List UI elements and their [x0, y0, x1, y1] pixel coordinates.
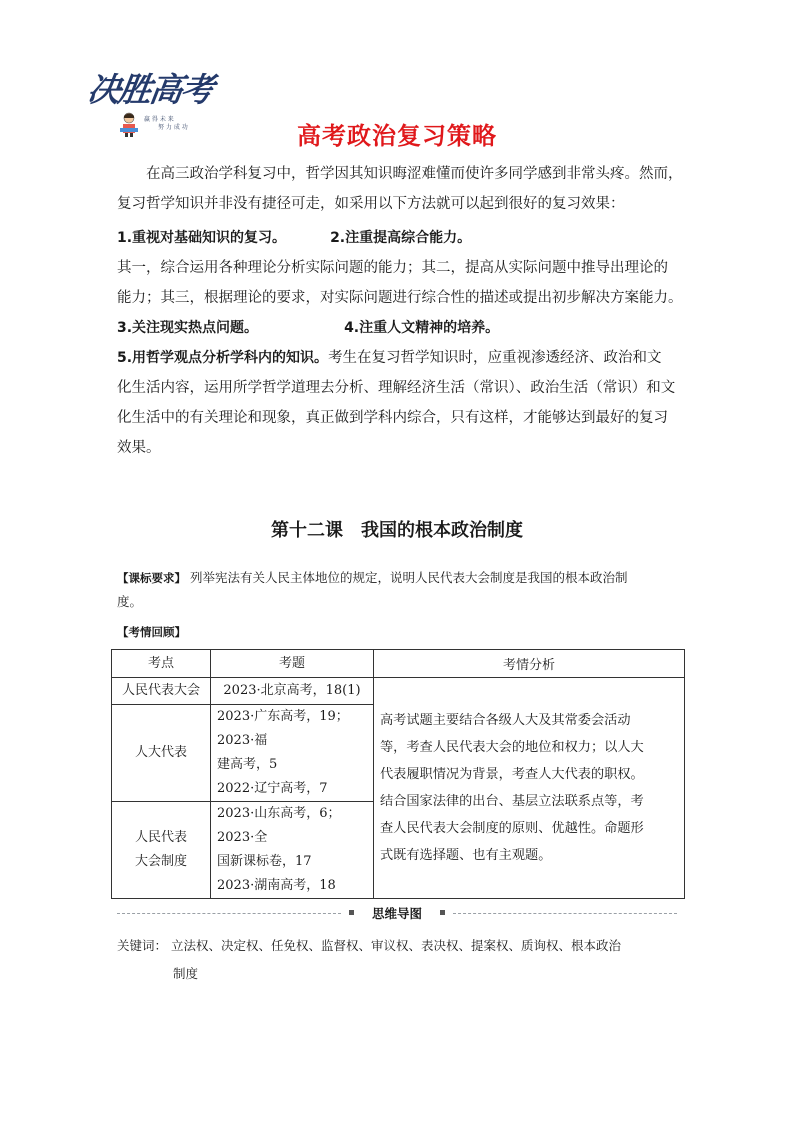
logo-text: 决胜高考	[84, 70, 215, 109]
method-row	[117, 313, 683, 343]
slogan-line: 努 力 成 功	[158, 124, 188, 131]
curriculum-text: 列举宪法有关人民主体地位的规定，说明人民代表大会制度是我国的根本政治制	[186, 570, 628, 585]
table-cell	[211, 802, 374, 899]
exam-table	[111, 649, 685, 899]
text-line: 2023·山东高考，6；2023·全	[217, 806, 341, 845]
slogan-line: 赢 得 未 来	[144, 116, 174, 123]
method-item-2: 2.注重提高综合能力。	[330, 230, 472, 246]
method-item-5: 5.用哲学观点分析学科内的知识。	[117, 350, 329, 366]
text-line: 大会制度	[134, 854, 187, 869]
method-item-3: 3.关注现实热点问题。	[117, 320, 259, 336]
method-list	[117, 223, 683, 463]
keywords	[117, 932, 687, 988]
method-item-4: 4.注重人文精神的培养。	[344, 320, 500, 336]
table-cell: 人民代表大会	[112, 678, 211, 705]
table-cell: 2023·北京高考，18(1)	[211, 678, 374, 705]
text-line: 建高考，5	[217, 757, 278, 772]
text-line: 在高三政治学科复习中，哲学因其知识晦涩难懂而使许多同学感到非常头疼。然而，	[146, 166, 683, 182]
analysis-cell	[374, 678, 685, 899]
text-line: 2023·湖南高考，18	[217, 878, 336, 893]
curriculum-label: 【课标要求】	[117, 571, 186, 585]
text-line: 2022·辽宁高考，7	[217, 781, 328, 796]
text-line: 查人民代表大会制度的原则、优越性。命题形	[380, 821, 644, 836]
mindmap-divider	[117, 904, 677, 922]
method-row	[117, 223, 683, 253]
keywords-line: 制度	[173, 966, 199, 981]
table-cell	[211, 705, 374, 802]
curriculum-requirement	[117, 566, 687, 614]
text-line: 高考试题主要结合各级人大及其常委会活动	[380, 713, 631, 728]
method-row	[117, 343, 683, 373]
table-header: 考情分析	[374, 650, 685, 678]
text-line: 效果。	[117, 440, 161, 456]
text-line: 化生活内容，运用所学哲学道理去分析、理解经济生活（常识）、政治生活（常识）和文	[117, 380, 676, 396]
keywords-line: 关键词： 立法权、决定权、任免权、监督权、审议权、表决权、提案权、质询权、根本政治	[117, 938, 621, 953]
table-cell	[112, 802, 211, 899]
text-line: 能力；其三，根据理论的要求，对实际问题进行综合性的描述或提出初步解决方案能力。	[117, 290, 683, 306]
mindmap-label: 思维导图	[371, 906, 422, 921]
text-line: 式既有选择题、也有主观题。	[380, 848, 552, 863]
table-cell: 人大代表	[112, 705, 211, 802]
table-row	[112, 678, 685, 705]
table-header-row	[112, 650, 685, 678]
text-line: 结合国家法律的出台、基层立法联系点等，考	[380, 794, 644, 809]
review-label: 【考情回顾】	[117, 625, 186, 639]
text-line: 人民代表	[134, 830, 187, 845]
divider-line	[453, 913, 677, 914]
text-line: 复习哲学知识并非没有捷径可走，如采用以下方法就可以起到很好的复习效果：	[117, 196, 625, 212]
method-item-1: 1.重视对基础知识的复习。	[117, 230, 287, 246]
lesson-title: 第十二课 我国的根本政治制度	[271, 520, 523, 541]
table-header: 考题	[211, 650, 374, 678]
text-line: 其一，综合运用各种理论分析实际问题的能力；其二，提高从实际问题中推导出理论的	[117, 260, 668, 276]
text-line	[117, 566, 687, 590]
divider-square-icon	[440, 910, 445, 915]
intro-paragraph	[117, 159, 683, 219]
table-header: 考点	[112, 650, 211, 678]
text-line: 代表履职情况为背景，考查人大代表的职权。	[380, 767, 644, 782]
text-line: 度。	[117, 594, 143, 609]
text-line: 考生在复习哲学知识时，应重视渗透经济、政治和文	[328, 350, 662, 366]
page-title: 高考政治复习策略	[297, 122, 497, 150]
text-line: 2023·广东高考，19；2023·福	[217, 709, 349, 748]
text-line: 等，考查人民代表大会的地位和权力；以人大	[380, 740, 644, 755]
text-line: 国新课标卷，17	[217, 854, 312, 869]
review-section	[117, 620, 687, 644]
text-line: 化生活中的有关理论和现象，真正做到学科内综合，只有这样，才能够达到最好的复习	[117, 410, 668, 426]
